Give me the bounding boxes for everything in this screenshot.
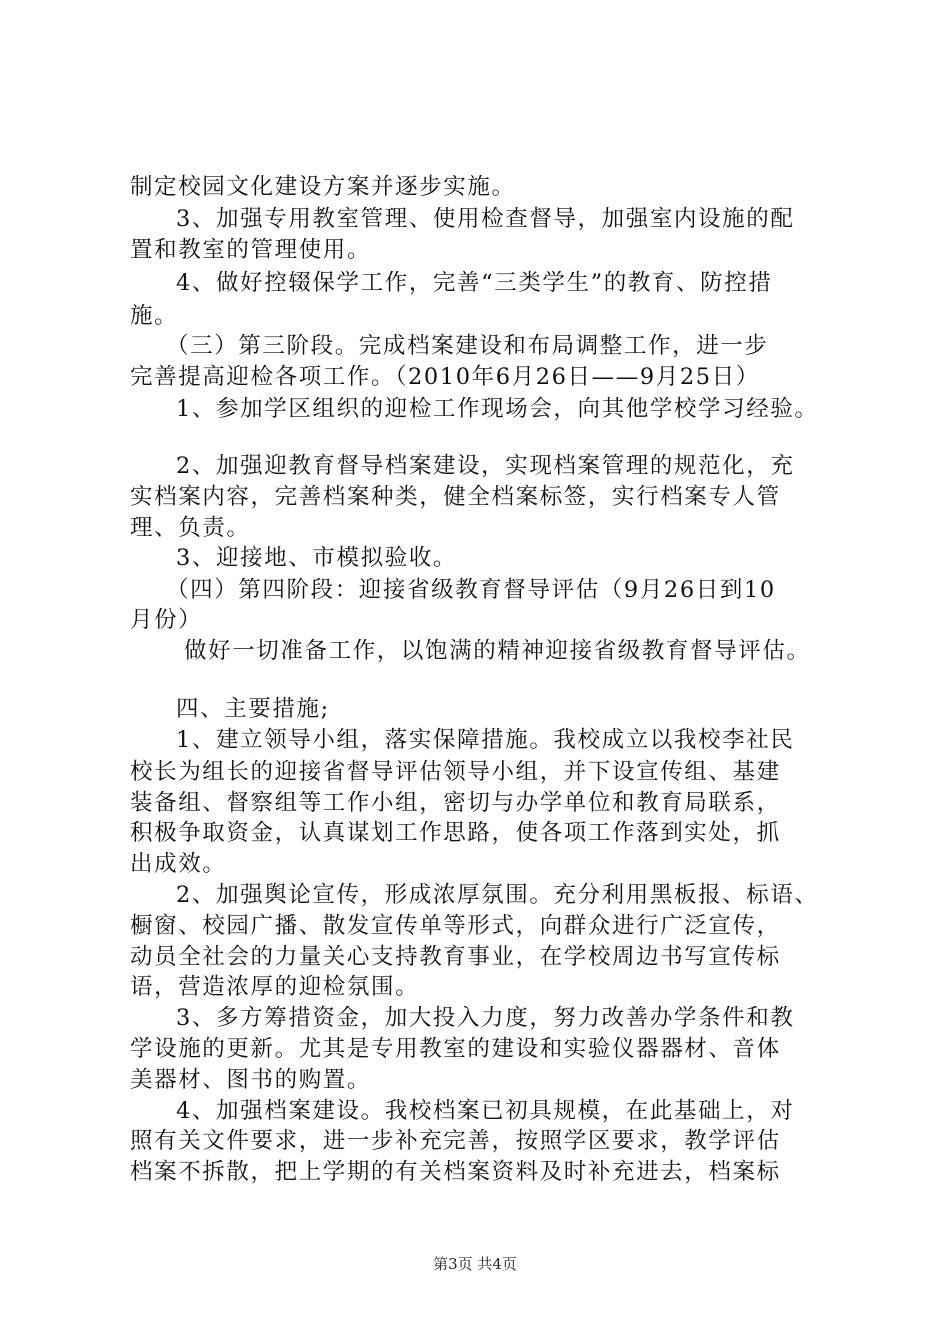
text-line: 1、参加学区组织的迎检工作现场会，向其他学校学习经验。 xyxy=(176,396,819,422)
text-line: 完善提高迎检各项工作。（2010年6月26日——9月25日） xyxy=(130,364,760,390)
text-line: 2、加强舆论宣传，形成浓厚氛围。充分利用黑板报、标语、 xyxy=(176,882,819,908)
text-line: 档案不拆散，把上学期的有关档案资料及时补充进去，档案标 xyxy=(130,1159,781,1185)
text-line: 理、负责。 xyxy=(130,515,251,541)
text-line: 3、多方筹措资金，加大投入力度，努力改善办学条件和教 xyxy=(176,1005,795,1031)
text-line: 装备组、督察组等工作小组，密切与办学单位和教育局联系， xyxy=(130,790,781,816)
text-line: 置和教室的管理使用。 xyxy=(130,237,372,263)
text-line: 学设施的更新。尤其是专用教室的建设和实验仪器器材、音体 xyxy=(130,1036,781,1062)
text-line: 积极争取资金，认真谋划工作思路，使各项工作落到实处，抓 xyxy=(130,820,781,846)
text-line: 月份） xyxy=(130,607,203,633)
text-line: 出成效。 xyxy=(130,851,227,877)
text-line: 语，营造浓厚的迎检氛围。 xyxy=(130,974,420,1000)
text-line: 四、主要措施; xyxy=(176,696,330,722)
text-line: 1、建立领导小组，落实保障措施。我校成立以我校李社民 xyxy=(176,727,795,753)
text-line: 校长为组长的迎接省督导评估领导小组，并下设宣传组、基建 xyxy=(130,759,781,785)
text-line: （三）第三阶段。完成档案建设和布局调整工作，进一步 xyxy=(166,333,769,359)
text-line: 3、加强专用教室管理、使用检查督导，加强室内设施的配 xyxy=(176,206,795,232)
text-line: （四）第四阶段：迎接省级教育督导评估（9月26日到10 xyxy=(166,577,776,603)
text-line: 2、加强迎教育督导档案建设，实现档案管理的规范化，充 xyxy=(176,453,795,479)
text-line: 3、迎接地、市模拟验收。 xyxy=(176,545,458,571)
text-line: 照有关文件要求，进一步补充完善，按照学区要求，教学评估 xyxy=(130,1128,781,1154)
text-line: 做好一切准备工作，以饱满的精神迎接省级教育督导评估。 xyxy=(184,638,811,664)
text-line: 实档案内容，完善档案种类，健全档案标签，实行档案专人管 xyxy=(130,484,781,510)
text-line: 美器材、图书的购置。 xyxy=(130,1067,372,1093)
text-line: 橱窗、校园广播、散发宣传单等形式，向群众进行广泛宣传， xyxy=(130,913,781,939)
text-line: 4、做好控辍保学工作，完善“三类学生”的教育、防控措 xyxy=(176,270,773,296)
text-line: 施。 xyxy=(130,303,179,329)
text-line: 4、加强档案建设。我校档案已初具规模，在此基础上，对 xyxy=(176,1098,795,1124)
text-line: 动员全社会的力量关心支持教育事业，在学校周边书写宣传标 xyxy=(130,944,781,970)
text-line: 制定校园文化建设方案并逐步实施。 xyxy=(130,174,516,200)
page-number-footer: 第3页 共4页 xyxy=(433,1255,517,1273)
